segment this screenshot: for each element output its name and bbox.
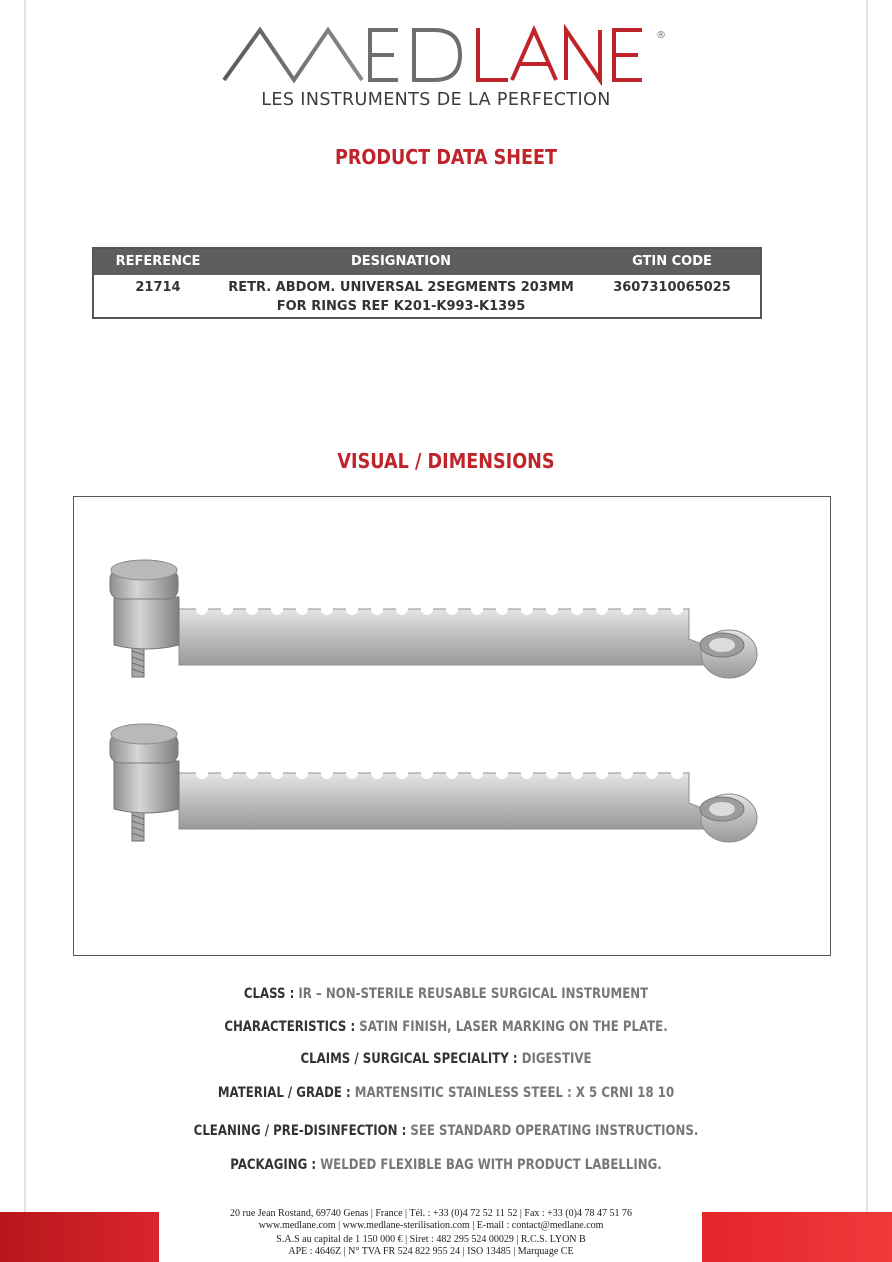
footer-band-left <box>0 1212 159 1262</box>
footer-band-right <box>702 1212 892 1262</box>
footer-address: 20 rue Jean Rostand, 69740 Genas | France | Tél. : +33 (0)4 72 52 11 52 | Fax : +33 (0)4 78 47 51 76 <box>230 1208 632 1219</box>
spec-material: MATERIAL / GRADE : MARTENSITIC STAINLESS STEEL : X 5 CRNI 18 10 <box>217 1085 675 1101</box>
retractor-segment-top <box>110 560 757 678</box>
registered-mark: ® <box>656 30 666 41</box>
brand-tagline: LES INSTRUMENTS DE LA PERFECTION <box>261 90 611 110</box>
product-visual-box <box>73 496 831 956</box>
page-frame-right <box>866 0 868 1212</box>
footer-web: www.medlane.com | www.medlane-sterilisation.com | E-mail : contact@medlane.com <box>258 1220 604 1231</box>
spec-class: CLASS : IR – NON-STERILE REUSABLE SURGICAL INSTRUMENT <box>243 986 649 1002</box>
spec-claims: CLAIMS / SURGICAL SPECIALITY : DIGESTIVE <box>300 1051 592 1067</box>
header-reference: REFERENCE <box>115 254 201 269</box>
spec-cleaning: CLEANING / PRE-DISINFECTION : SEE STANDARD OPERATING INSTRUCTIONS. <box>193 1123 699 1139</box>
retractor-segment-bottom <box>110 724 757 842</box>
product-data-sheet-heading: PRODUCT DATA SHEET <box>334 145 558 169</box>
footer-company: S.A.S au capital de 1 150 000 € | Siret : 482 295 524 00029 | R.C.S. LYON B <box>276 1234 586 1245</box>
header-designation: DESIGNATION <box>350 254 452 269</box>
cell-reference: 21714 <box>135 280 181 295</box>
spec-characteristics: CHARACTERISTICS : SATIN FINISH, LASER MARKING ON THE PLATE. <box>224 1019 668 1035</box>
retractor-illustration <box>74 497 832 957</box>
medlane-logo <box>222 24 672 86</box>
header-gtin: GTIN CODE <box>632 254 712 269</box>
spec-packaging: PACKAGING : WELDED FLEXIBLE BAG WITH PRODUCT LABELLING. <box>230 1157 662 1173</box>
cell-designation: RETR. ABDOM. UNIVERSAL 2SEGMENTS 203MM FOR RINGS REF K201-K993-K1395 <box>228 280 574 314</box>
visual-dimensions-heading: VISUAL / DIMENSIONS <box>337 449 555 473</box>
cell-gtin: 3607310065025 <box>613 280 731 295</box>
page-frame-left <box>24 0 26 1212</box>
product-table <box>92 247 762 319</box>
footer-registration: APE : 4646Z | N° TVA FR 524 822 955 24 | ISO 13485 | Marquage CE <box>288 1246 574 1257</box>
